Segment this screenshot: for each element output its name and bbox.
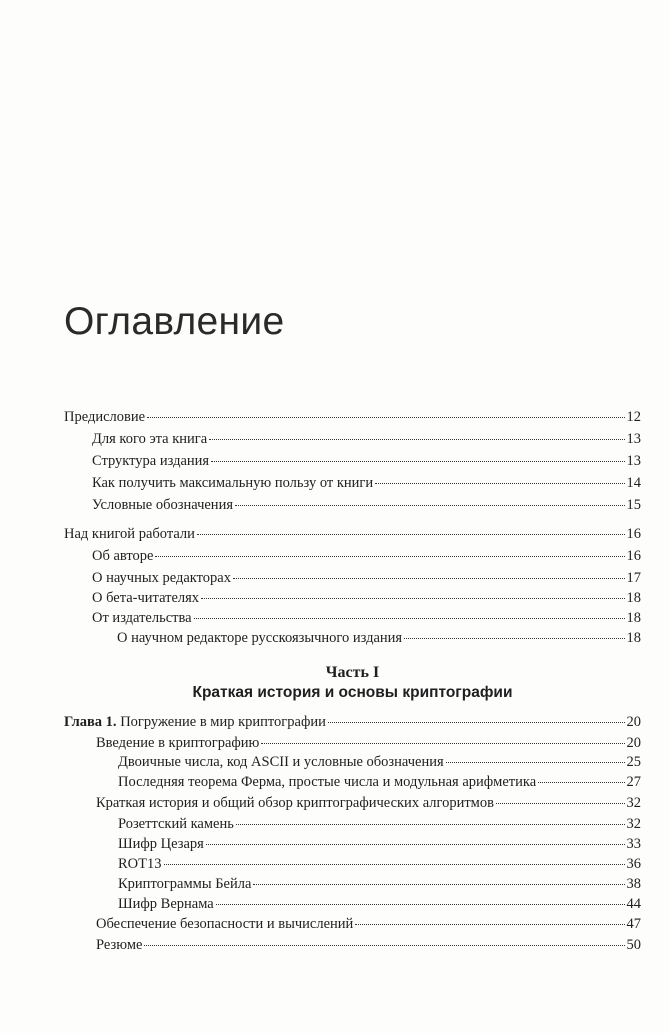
part-number: Часть I — [325, 664, 380, 681]
dot-leader — [216, 904, 625, 905]
toc-entry-label: Шифр Вернама — [118, 896, 214, 912]
dot-leader — [164, 864, 625, 865]
toc-entry-label: Как получить максимальную пользу от книги — [92, 475, 374, 491]
toc-entry[interactable] — [96, 937, 641, 954]
toc-page-number: 18 — [626, 610, 641, 626]
toc-entry-label: Предисловие — [64, 409, 146, 425]
part-title: Краткая история и основы криптографии — [192, 684, 513, 701]
toc-entry[interactable] — [64, 526, 641, 543]
toc-entry[interactable] — [92, 475, 641, 492]
dot-leader — [233, 578, 625, 579]
toc-page-number: 16 — [626, 526, 641, 542]
dot-leader — [194, 618, 625, 619]
toc-entry[interactable] — [96, 795, 641, 812]
toc-entry-label: Шифр Цезаря — [118, 836, 204, 852]
toc-entry[interactable] — [118, 896, 641, 913]
toc-page-number: 17 — [626, 570, 641, 586]
toc-page-number: 18 — [626, 590, 641, 606]
dot-leader — [253, 884, 624, 885]
toc-entry-label: Введение в криптографию — [96, 735, 260, 751]
dot-leader — [261, 743, 624, 744]
chapter-entry[interactable] — [64, 714, 641, 731]
toc-page-number: 25 — [626, 754, 641, 770]
toc-page-number: 47 — [626, 916, 641, 932]
toc-entry[interactable] — [118, 836, 641, 853]
toc-page-number: 13 — [626, 453, 641, 469]
toc-entry-label: О бета-читателях — [92, 590, 200, 606]
dot-leader — [538, 782, 624, 783]
toc-entry-label: Резюме — [96, 937, 143, 953]
toc-page-number: 33 — [626, 836, 641, 852]
toc-entry-label: Розеттский камень — [118, 816, 234, 832]
toc-entry-label: Криптограммы Бейла — [118, 876, 252, 892]
dot-leader — [206, 844, 625, 845]
chapter-prefix: Глава 1. — [64, 714, 117, 730]
toc-entry[interactable] — [92, 453, 641, 470]
toc-entry-label: Над книгой работали — [64, 526, 195, 542]
toc-page-number: 18 — [626, 630, 641, 646]
dot-leader — [235, 505, 625, 506]
dot-leader — [496, 803, 625, 804]
toc-entry[interactable] — [118, 754, 641, 771]
toc-entry[interactable] — [92, 431, 641, 448]
toc-entry-label: ROT13 — [118, 856, 162, 872]
toc-entry-label: Краткая история и общий обзор криптографических алгоритмов — [96, 795, 494, 811]
dot-leader — [355, 924, 624, 925]
toc-entry-label: Условные обозначения — [92, 497, 233, 513]
toc-page-number: 27 — [626, 774, 641, 790]
toc-entry[interactable] — [118, 876, 641, 893]
toc-entry-label: О научных редакторах — [92, 570, 231, 586]
toc-entry[interactable] — [92, 548, 641, 565]
dot-leader — [211, 461, 624, 462]
dot-leader — [155, 556, 624, 557]
toc-page-number: 13 — [626, 431, 641, 447]
toc-entry[interactable] — [118, 816, 641, 833]
dot-leader — [197, 534, 625, 535]
toc-page-number: 20 — [626, 714, 641, 730]
page-title: Оглавление — [64, 300, 285, 343]
toc-page-number: 36 — [626, 856, 641, 872]
dot-leader — [375, 483, 624, 484]
toc-page-number: 50 — [626, 937, 641, 953]
dot-leader — [404, 638, 624, 639]
toc-entry-label: Для кого эта книга — [92, 431, 208, 447]
toc-entry-label: О научном редакторе русскоязычного издания — [117, 630, 403, 646]
toc-entry[interactable] — [92, 610, 641, 627]
dot-leader — [147, 417, 624, 418]
toc-page-number: 15 — [626, 497, 641, 513]
toc-entry-label: Обеспечение безопасности и вычислений — [96, 916, 354, 932]
toc-entry-label: Об авторе — [92, 548, 154, 564]
toc-page-number: 44 — [626, 896, 641, 912]
toc-page-number: 38 — [626, 876, 641, 892]
toc-entry-label — [64, 714, 326, 731]
toc-entry-label: Двоичные числа, код ASCII и условные обозначения — [118, 754, 444, 770]
toc-page-number: 32 — [626, 816, 641, 832]
dot-leader — [144, 945, 624, 946]
toc-entry-label: Структура издания — [92, 453, 210, 469]
toc-page-number: 14 — [626, 475, 641, 491]
toc-entry-label: От издательства — [92, 610, 192, 626]
toc-entry[interactable] — [92, 497, 641, 514]
toc-entry[interactable] — [64, 409, 641, 426]
dot-leader — [201, 598, 624, 599]
toc-entry[interactable] — [118, 856, 641, 873]
dot-leader — [209, 439, 624, 440]
toc-entry[interactable] — [92, 590, 641, 607]
toc-entry[interactable] — [96, 916, 641, 933]
toc-entry[interactable] — [92, 570, 641, 587]
toc-page-number: 16 — [626, 548, 641, 564]
toc-entry-label: Последняя теорема Ферма, простые числа и модульная арифметика — [118, 774, 537, 790]
dot-leader — [236, 824, 625, 825]
toc-entry[interactable] — [117, 630, 641, 647]
dot-leader — [328, 722, 625, 723]
toc-page-number: 12 — [626, 409, 641, 425]
toc-entry[interactable] — [118, 774, 641, 791]
toc-page-number: 32 — [626, 795, 641, 811]
toc-page-number: 20 — [626, 735, 641, 751]
dot-leader — [446, 762, 625, 763]
chapter-title: Погружение в мир криптографии — [116, 714, 326, 730]
toc-entry[interactable] — [96, 735, 641, 752]
